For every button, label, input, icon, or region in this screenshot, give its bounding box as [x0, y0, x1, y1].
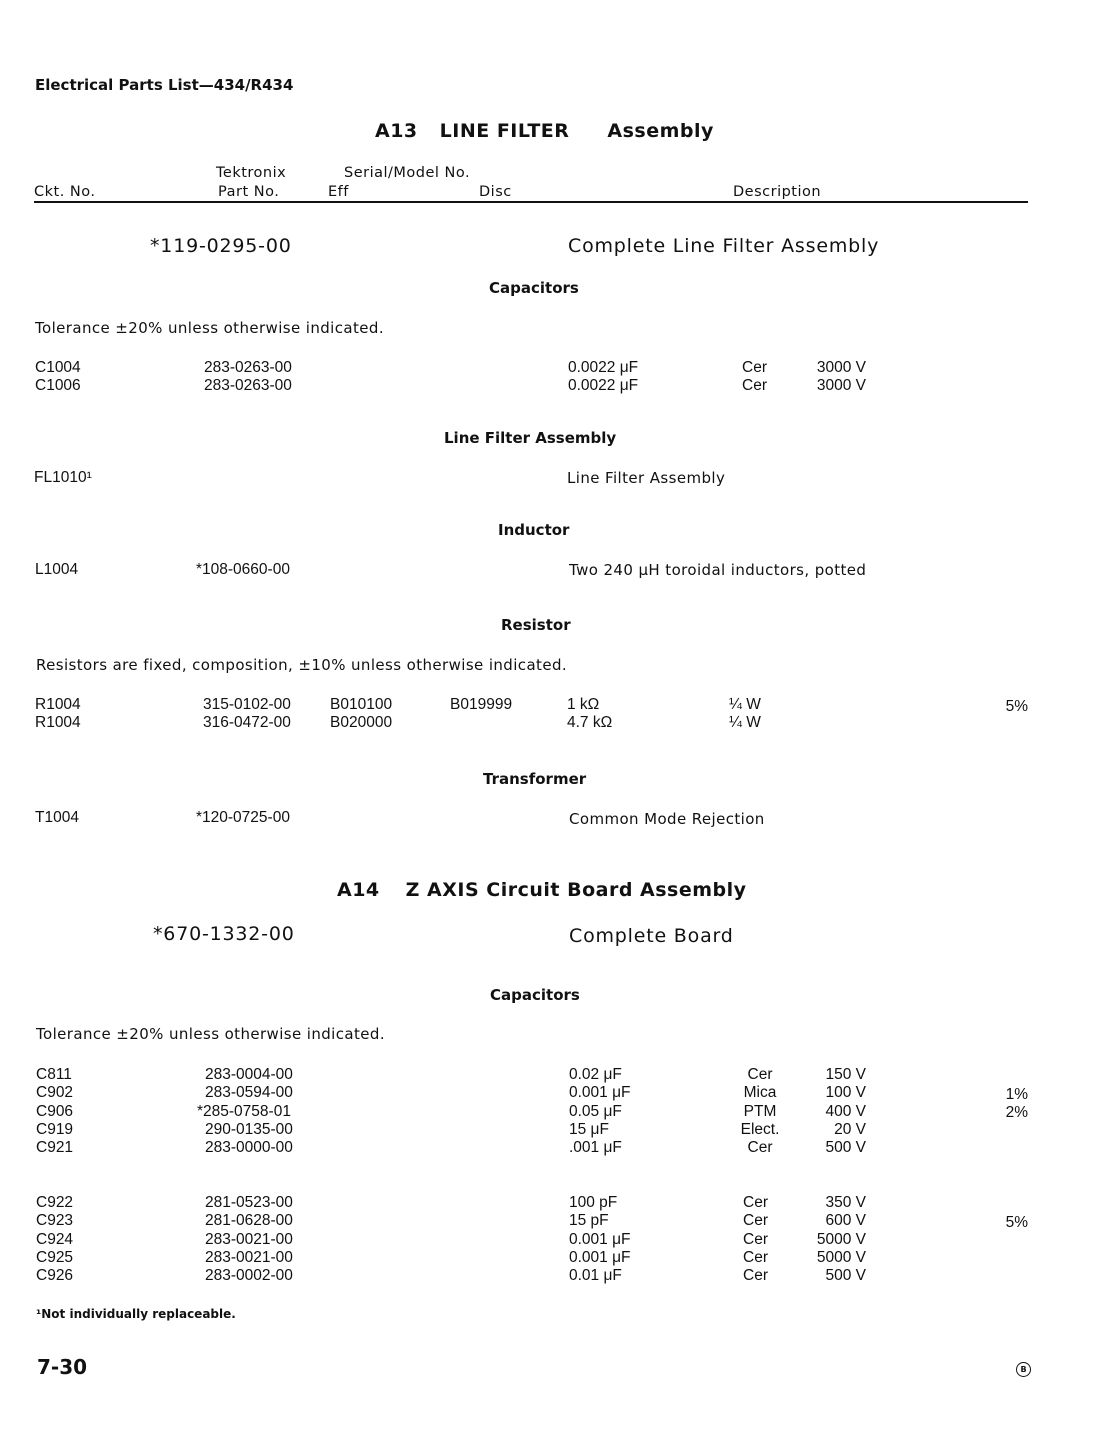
- table-row-type: Cer: [743, 1267, 768, 1285]
- table-row-tol: 5%: [1005, 1214, 1028, 1231]
- a14-cap-g2-part-col: [205, 1194, 293, 1285]
- table-row-value: 0.05 μF: [569, 1102, 622, 1120]
- table-row-voltage: 600 V: [825, 1212, 866, 1230]
- table-row-value: 0.01 μF: [569, 1267, 622, 1285]
- a13-title: [375, 120, 736, 142]
- col-serial-model: Serial/Model No.: [344, 165, 471, 181]
- table-row-voltage: 500 V: [825, 1267, 866, 1285]
- table-row-type: Elect.: [740, 1120, 780, 1138]
- table-row-ckt: R1004: [35, 714, 81, 732]
- a13-res-tol-col: [980, 698, 1028, 716]
- table-row-value: 0.0022 μF: [568, 359, 639, 376]
- a13-part-number: *119-0295-00: [150, 235, 292, 257]
- table-row-ckt: R1004: [35, 696, 81, 713]
- table-row-value: 0.001 μF: [569, 1248, 631, 1266]
- table-row-eff: B020000: [330, 714, 393, 732]
- table-row-value: 1 kΩ: [567, 696, 600, 713]
- a14-cap-g1-value-col: [569, 1066, 631, 1157]
- table-row-ckt: C921: [36, 1139, 74, 1157]
- table-row-ckt: C906: [36, 1102, 74, 1120]
- table-row-disc: B019999: [450, 696, 513, 713]
- a14-id: A14: [337, 879, 380, 901]
- a14-cap-g2-type-col: [743, 1194, 768, 1285]
- col-tektronix: Tektronix: [216, 165, 287, 181]
- table-row-tol: 1%: [1005, 1086, 1028, 1103]
- table-row-tol: 5%: [1005, 698, 1028, 715]
- table-row-part: 315-0102-00: [203, 696, 291, 713]
- table-row-type: Cer: [742, 377, 767, 395]
- table-row-voltage: 5000 V: [816, 1230, 866, 1248]
- table-row-ckt: C925: [36, 1248, 74, 1266]
- table-row-part: 283-0263-00: [204, 359, 292, 376]
- table-row-value: 15 pF: [569, 1212, 609, 1230]
- table-row-value: 0.0022 μF: [568, 377, 639, 395]
- a13-name: LINE FILTER: [439, 120, 570, 142]
- a13-res-power-col: [729, 696, 761, 733]
- a14-cap-g1-tol-col: [980, 1086, 1028, 1123]
- table-row-type: Cer: [743, 1248, 768, 1266]
- table-row-part: 283-0021-00: [205, 1230, 293, 1248]
- table-row-part: 283-0002-00: [205, 1267, 293, 1285]
- a14-cap-g1-ckt-col: [36, 1066, 73, 1157]
- a14-cap-g1-part-col: [197, 1066, 293, 1157]
- table-row-type: Cer: [747, 1066, 773, 1083]
- table-row-part: 283-0263-00: [204, 377, 292, 395]
- a13-res-eff-col: [330, 696, 392, 733]
- a13-cap-ckt-col: [35, 359, 81, 396]
- table-row-type: Cer: [743, 1212, 768, 1230]
- page-number: 7-30: [37, 1355, 88, 1379]
- table-row-power: ¼ W: [729, 714, 761, 732]
- a13-cap-type-col: [742, 359, 767, 396]
- a13-inductor-part: *108-0660-00: [196, 561, 290, 578]
- a13-line-filter-desc: Line Filter Assembly: [567, 469, 726, 487]
- a13-res-disc-col: [450, 696, 512, 714]
- a13-line-filter-ckt: FL1010¹: [34, 469, 92, 486]
- a13-res-part-col: [203, 696, 291, 733]
- table-row-value: 0.02 μF: [569, 1066, 622, 1083]
- table-row-value: .001 μF: [569, 1139, 622, 1157]
- table-row-voltage: 500 V: [825, 1139, 866, 1157]
- a13-cap-voltage-col: [800, 359, 866, 396]
- table-row-ckt: C902: [36, 1084, 74, 1102]
- a13-resistor-heading: Resistor: [501, 616, 571, 634]
- table-row-power: ¼ W: [729, 696, 761, 713]
- a13-inductor-desc: Two 240 μH toroidal inductors, potted: [569, 561, 867, 579]
- table-row-part: 290-0135-00: [205, 1120, 293, 1138]
- a13-res-ckt-col: [35, 696, 81, 733]
- table-row-ckt: C924: [36, 1230, 74, 1248]
- table-row-voltage: 150 V: [825, 1066, 866, 1083]
- a14-complete-desc: Complete Board: [569, 925, 734, 947]
- col-eff: Eff: [328, 184, 349, 200]
- a14-part-number: *670-1332-00: [153, 923, 295, 945]
- table-row-ckt: C922: [36, 1194, 74, 1211]
- table-row-voltage: 350 V: [825, 1194, 866, 1211]
- col-description: Description: [733, 184, 822, 200]
- table-row-type: PTM: [743, 1102, 777, 1120]
- a14-cap-g2-value-col: [569, 1194, 631, 1285]
- col-part-no: Part No.: [218, 184, 280, 200]
- table-row-type: Mica: [743, 1084, 777, 1102]
- table-row-type: Cer: [747, 1139, 773, 1157]
- a14-cap-g1-voltage-col: [800, 1066, 866, 1157]
- a14-capacitors-heading: Capacitors: [490, 986, 580, 1004]
- table-row-value: 0.001 μF: [569, 1084, 631, 1102]
- table-row-voltage: 400 V: [825, 1102, 866, 1120]
- a14-cap-g2-voltage-col: [800, 1194, 866, 1285]
- header-rule: [34, 201, 1028, 203]
- table-row-voltage: 3000 V: [816, 359, 866, 376]
- col-disc: Disc: [479, 184, 512, 200]
- table-row-ckt: C1004: [35, 359, 81, 376]
- a13-capacitors-note: Tolerance ±20% unless otherwise indicated.: [35, 319, 384, 337]
- table-row-part: 281-0523-00: [205, 1194, 293, 1211]
- publisher-mark-icon: B: [1016, 1362, 1031, 1377]
- table-row-ckt: C811: [36, 1066, 72, 1083]
- table-row-part: 283-0021-00: [205, 1248, 293, 1266]
- a13-transformer-part: *120-0725-00: [196, 809, 290, 826]
- a13-transformer-heading: Transformer: [483, 770, 587, 788]
- a13-suffix: Assembly: [607, 120, 714, 142]
- table-row-type: Cer: [742, 359, 767, 376]
- table-row-ckt: C919: [36, 1120, 74, 1138]
- table-row-value: 100 pF: [569, 1194, 618, 1211]
- table-row-part: 283-0000-00: [205, 1139, 293, 1157]
- page-header: Electrical Parts List—434/R434: [35, 76, 294, 94]
- a13-capacitors-heading: Capacitors: [489, 279, 579, 297]
- footnote: ¹Not individually replaceable.: [36, 1307, 236, 1321]
- table-row-ckt: C923: [36, 1212, 74, 1230]
- table-row-voltage: 5000 V: [816, 1248, 866, 1266]
- table-row-part: *285-0758-01: [197, 1102, 291, 1120]
- a14-capacitors-note: Tolerance ±20% unless otherwise indicated.: [36, 1025, 385, 1043]
- a13-res-value-col: [567, 696, 612, 733]
- table-row-voltage: 100 V: [825, 1084, 866, 1102]
- table-row-part: 283-0594-00: [205, 1084, 293, 1102]
- table-row-type: Cer: [743, 1194, 768, 1211]
- table-row-eff: B010100: [330, 696, 393, 713]
- col-ckt-no: Ckt. No.: [34, 184, 96, 200]
- a14-name: Z AXIS Circuit Board Assembly: [405, 879, 747, 901]
- a13-inductor-ckt: L1004: [35, 561, 79, 578]
- table-row-part: 283-0004-00: [205, 1066, 293, 1083]
- a13-cap-part-col: [204, 359, 292, 396]
- table-row-ckt: C926: [36, 1267, 74, 1285]
- table-row-tol: 2%: [1005, 1104, 1028, 1122]
- a13-resistor-note: Resistors are fixed, composition, ±10% unless otherwise indicated.: [36, 656, 568, 674]
- a13-cap-value-col: [568, 359, 638, 396]
- a14-cap-g1-type-col: [710, 1066, 810, 1157]
- table-row-part: 316-0472-00: [203, 714, 291, 732]
- a13-id: A13: [375, 120, 418, 142]
- a13-transformer-ckt: T1004: [35, 809, 79, 826]
- a13-line-filter-heading: Line Filter Assembly: [444, 429, 617, 447]
- a13-transformer-desc: Common Mode Rejection: [569, 810, 765, 828]
- table-row-voltage: 20 V: [834, 1120, 866, 1138]
- a14-title: [337, 879, 769, 901]
- a14-cap-g2-tol-col: [980, 1214, 1028, 1232]
- table-row-type: Cer: [743, 1230, 768, 1248]
- table-row-voltage: 3000 V: [816, 377, 866, 395]
- table-row-value: 15 μF: [569, 1120, 609, 1138]
- table-row-value: 4.7 kΩ: [567, 714, 613, 732]
- a14-cap-g2-ckt-col: [36, 1194, 73, 1285]
- table-row-ckt: C1006: [35, 377, 81, 395]
- a13-inductor-heading: Inductor: [498, 521, 570, 539]
- table-row-value: 0.001 μF: [569, 1230, 631, 1248]
- table-row-part: 281-0628-00: [205, 1212, 293, 1230]
- a13-complete-desc: Complete Line Filter Assembly: [568, 235, 880, 257]
